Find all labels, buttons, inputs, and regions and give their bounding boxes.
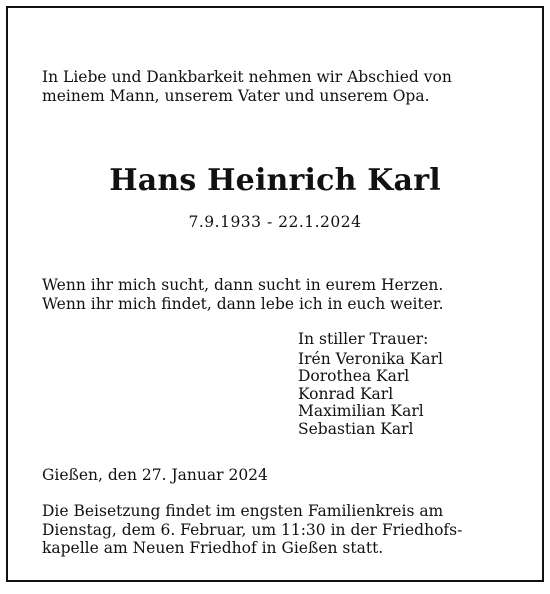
quote-line: Wenn ihr mich findet, dann lebe ich in euch weiter. [42,295,444,313]
intro-text [42,68,512,106]
burial-line: Die Beisetzung findet im engsten Familienkreis am [42,502,444,520]
place-and-date: Gießen, den 27. Januar 2024 [42,466,268,484]
life-dates: 7.9.1933 - 22.1.2024 [188,213,362,231]
mourners-list [298,331,518,439]
mourner-name: Irén Veronika Karl [298,349,443,368]
mourners-heading: In stiller Trauer: [298,330,429,348]
mourner-name: Sebastian Karl [298,419,414,438]
deceased-name: Hans Heinrich Karl [109,163,441,198]
quote-line: Wenn ihr mich sucht, dann sucht in eurem Herzen. [42,276,444,294]
intro-line: In Liebe und Dankbarkeit nehmen wir Abschied von [42,68,452,86]
burial-line: Dienstag, dem 6. Februar, um 11:30 in der Friedhofs- [42,520,463,539]
mourner-name: Maximilian Karl [298,402,424,421]
mourner-name: Dorothea Karl [298,367,410,386]
memorial-quote [42,276,512,314]
mourner-name: Konrad Karl [298,384,394,403]
burial-info [42,502,512,558]
burial-line: kapelle am Neuen Friedhof in Gießen statt. [42,539,384,557]
intro-line: meinem Mann, unserem Vater und unserem Opa. [42,87,430,105]
